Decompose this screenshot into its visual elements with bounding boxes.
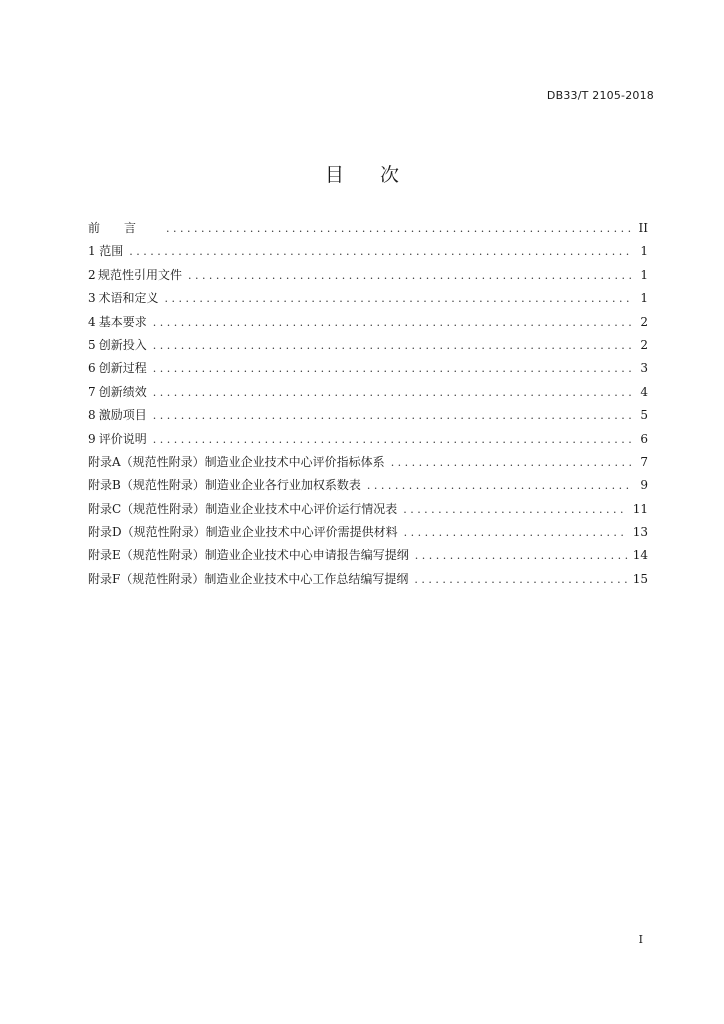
toc-entry-label: 创新绩效 bbox=[98, 384, 147, 399]
toc-annex-designation: 附录B（规范性附录） bbox=[88, 478, 205, 493]
toc-entry-label: 范围 bbox=[99, 244, 124, 259]
toc-entry-label: 制造业企业技术中心工作总结编写提纲 bbox=[204, 571, 409, 586]
toc-entry-label: 创新投入 bbox=[98, 337, 147, 352]
toc-entry-annex-b[interactable] bbox=[88, 476, 648, 499]
toc-entry-7[interactable] bbox=[88, 383, 648, 406]
toc-annex-designation: 附录F（规范性附录） bbox=[88, 571, 205, 586]
toc-annex-designation: 附录D（规范性附录） bbox=[88, 525, 206, 540]
toc-entry-label: 前言 bbox=[88, 221, 161, 235]
toc-entry-8[interactable] bbox=[88, 406, 648, 429]
toc-leader-dots bbox=[404, 526, 628, 539]
toc-entry-label: 创新过程 bbox=[98, 361, 147, 376]
toc-annex-designation: 附录C（规范性附录） bbox=[88, 501, 206, 516]
toc-entry-label: 制造业企业技术中心申请报告编写提纲 bbox=[204, 548, 409, 563]
toc-leader-dots bbox=[153, 316, 633, 329]
toc-entry-page: 2 bbox=[640, 337, 648, 352]
toc-leader-dots bbox=[391, 456, 633, 469]
toc-entry-page: 1 bbox=[640, 291, 648, 306]
toc-entry-annex-e[interactable] bbox=[88, 546, 648, 569]
table-of-contents bbox=[88, 219, 648, 593]
toc-entry-preface[interactable] bbox=[88, 219, 648, 242]
toc-entry-number: 3 bbox=[88, 291, 96, 306]
toc-entry-page: 5 bbox=[640, 408, 648, 423]
toc-leader-dots bbox=[153, 339, 633, 352]
toc-entry-page: 3 bbox=[640, 361, 648, 376]
toc-leader-dots bbox=[153, 409, 633, 422]
toc-leader-dots bbox=[403, 503, 628, 516]
toc-entry-annex-a[interactable] bbox=[88, 453, 648, 476]
toc-leader-dots bbox=[188, 269, 633, 282]
toc-entry-label: 制造业企业技术中心评价指标体系 bbox=[204, 454, 385, 469]
toc-entry-annex-f[interactable] bbox=[88, 570, 648, 593]
toc-entry-page: 13 bbox=[632, 525, 648, 540]
toc-leader-dots bbox=[153, 362, 633, 375]
toc-entry-number: 9 bbox=[88, 431, 96, 446]
toc-annex-designation: 附录A（规范性附录） bbox=[88, 454, 205, 469]
toc-entry-page: 7 bbox=[640, 454, 648, 469]
toc-entry-5[interactable] bbox=[88, 336, 648, 359]
toc-title: 目次 bbox=[324, 164, 435, 186]
toc-entry-number: 2 bbox=[88, 267, 96, 282]
toc-entry-page: 9 bbox=[640, 478, 648, 493]
toc-entry-3[interactable] bbox=[88, 289, 648, 312]
toc-entry-label: 基本要求 bbox=[98, 314, 147, 329]
toc-entry-label: 制造业企业各行业加权系数表 bbox=[204, 478, 361, 493]
toc-leader-dots bbox=[367, 479, 633, 492]
toc-entry-1[interactable] bbox=[88, 242, 648, 265]
toc-leader-dots bbox=[164, 292, 633, 305]
toc-entry-label: 激励项目 bbox=[98, 408, 147, 423]
toc-entry-number: 6 bbox=[88, 361, 96, 376]
toc-entry-4[interactable] bbox=[88, 313, 648, 336]
toc-entry-page: 2 bbox=[640, 314, 648, 329]
toc-entry-page: 1 bbox=[640, 267, 648, 282]
toc-entry-number: 1 bbox=[88, 244, 96, 259]
toc-entry-label: 规范性引用文件 bbox=[97, 267, 182, 282]
toc-entry-page: 6 bbox=[640, 431, 648, 446]
toc-entry-annex-c[interactable] bbox=[88, 500, 648, 523]
toc-entry-page: II bbox=[638, 221, 648, 235]
toc-entry-number: 8 bbox=[88, 408, 96, 423]
toc-leader-dots bbox=[415, 549, 628, 562]
toc-entry-9[interactable] bbox=[88, 430, 648, 453]
toc-entry-label: 术语和定义 bbox=[98, 291, 159, 306]
toc-entry-2[interactable] bbox=[88, 266, 648, 289]
toc-leader-dots bbox=[153, 433, 633, 446]
toc-leader-dots bbox=[414, 573, 627, 586]
toc-leader-dots bbox=[129, 245, 633, 258]
toc-entry-number: 7 bbox=[88, 384, 96, 399]
toc-entry-6[interactable] bbox=[88, 359, 648, 382]
toc-entry-number: 5 bbox=[88, 337, 96, 352]
document-code: DB33/T 2105-2018 bbox=[546, 89, 654, 102]
toc-entry-page: 11 bbox=[632, 501, 648, 516]
toc-entry-annex-d[interactable] bbox=[88, 523, 648, 546]
toc-entry-label: 制造业企业技术中心评价运行情况表 bbox=[205, 501, 398, 516]
toc-entry-label: 评价说明 bbox=[98, 431, 147, 446]
toc-leader-dots bbox=[166, 222, 633, 235]
toc-leader-dots bbox=[153, 386, 633, 399]
toc-entry-label: 制造业企业技术中心评价需提供材料 bbox=[205, 525, 398, 540]
toc-entry-page: 4 bbox=[640, 384, 648, 399]
page-number: I bbox=[638, 933, 643, 946]
toc-entry-page: 14 bbox=[632, 548, 648, 563]
toc-entry-page: 1 bbox=[640, 244, 648, 259]
toc-entry-page: 15 bbox=[632, 571, 648, 586]
toc-entry-number: 4 bbox=[88, 314, 96, 329]
toc-annex-designation: 附录E（规范性附录） bbox=[88, 548, 205, 563]
